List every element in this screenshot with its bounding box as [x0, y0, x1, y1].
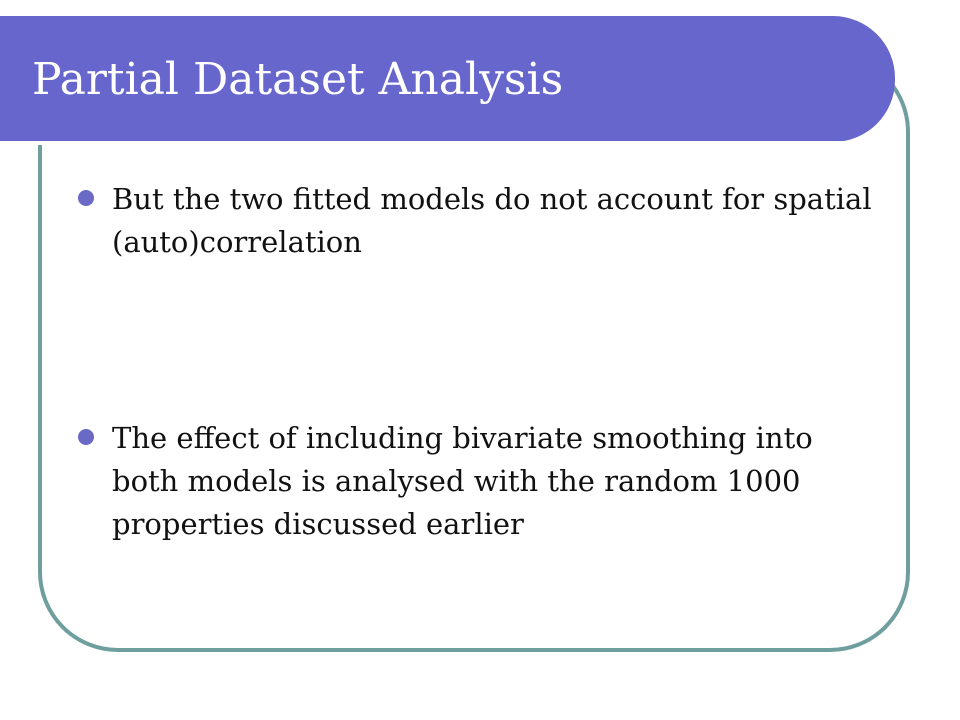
bullet-dot-icon — [78, 429, 94, 445]
bullet-text: The effect of including bivariate smoothing into both models is analysed with the random 1000 properties discussed earlier — [112, 421, 813, 541]
title-divider — [0, 141, 848, 145]
bullet-dot-icon — [78, 190, 94, 206]
bullet-text: But the two fitted models do not account for spatial (auto)correlation — [112, 182, 872, 259]
title-bar — [0, 16, 895, 142]
slide-title: Partial Dataset Analysis — [32, 54, 564, 105]
